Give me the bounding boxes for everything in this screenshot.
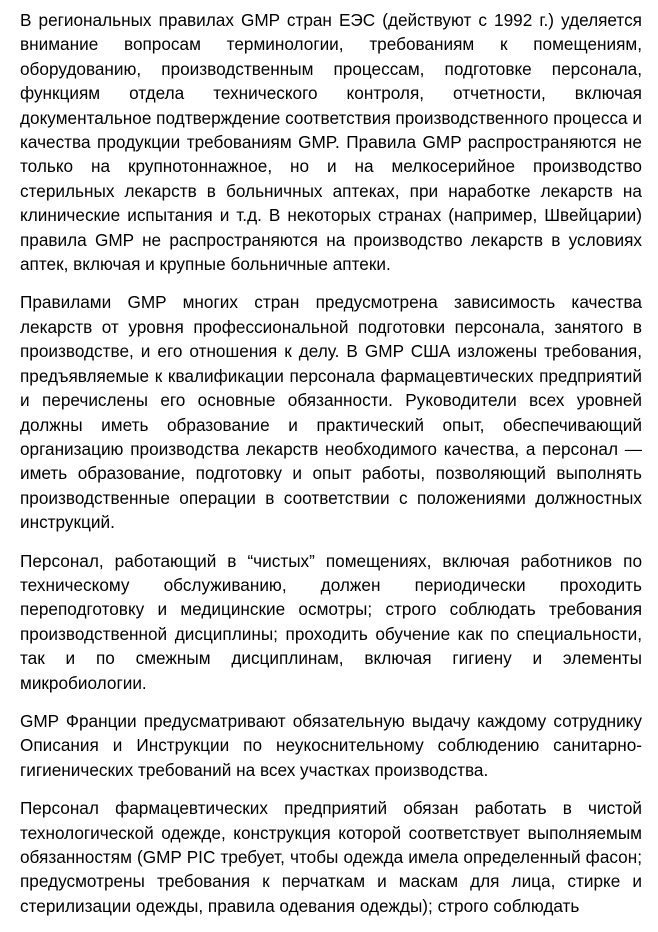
paragraph-gmp-eec-regional-rules: В региональных правилах GMP стран ЕЭС (действуют с 1992 г.) уделяется внимание вопросам терминологии, требованиям к помещениям, оборудованию, производственным процессам, подготовке персонала, функциям отдела технического контроля, отчетности, включая документальное подтверждение соответствия производственного процесса и качества продукции требованиям GMP. Правила GMP распространяются не только на крупнотоннажное, но и на мелкосерийное производство стерильных лекарств в больничных аптеках, при наработке лекарств на клинические испытания и т.д. В некоторых странах (например, Швейцарии) правила GMP не распространяются на производство лекарств в условиях аптек, включая и крупные больничные аптеки. (20, 10, 642, 275)
document-page (20, 8, 642, 932)
paragraph-personnel-qualification: Правилами GMP многих стран предусмотрена зависимость качества лекарств от уровня профессиональной подготовки персонала, занятого в производстве, и его отношения к делу. В GMP США изложены требования, предъявляемые к квалификации персонала фармацевтических предприятий и перечислены его основные обязанности. Руководители всех уровней должны иметь образование и практический опыт, обеспечивающий организацию производства лекарств необходимого качества, а персонал — иметь образование, подготовку и опыт работы, позволяющий выполнять производственные операции в соответствии с положениями должностных инструкций. (20, 292, 642, 533)
paragraph-gmp-france: GMP Франции предусматривают обязательную выдачу каждому сотруднику Описания и Инструкции по неукоснительному соблюдению санитарно-гигиенических требований на всех участках производства. (20, 710, 642, 780)
paragraph-technological-clothing: Персонал фармацевтических предприятий обязан работать в чистой технологической одежде, конструкция которой соответствует выполняемым обязанностям (GMP PIC требует, чтобы одежда имела определенный фасон; предусмотрены требования к перчаткам и маскам для лица, стирке и стерилизации одежды, правила одевания одежды); строго соблюдать (20, 798, 642, 916)
paragraph-clean-room-personnel: Персонал, работающий в “чистых” помещениях, включая работников по техническому обслуживанию, должен периодически проходить переподготовку и медицинские осмотры; строго соблюдать требования производственной дисциплины; проходить обучение как по специальности, так и по смежным дисциплинам, включая гигиену и элементы микробиологии. (20, 550, 642, 693)
